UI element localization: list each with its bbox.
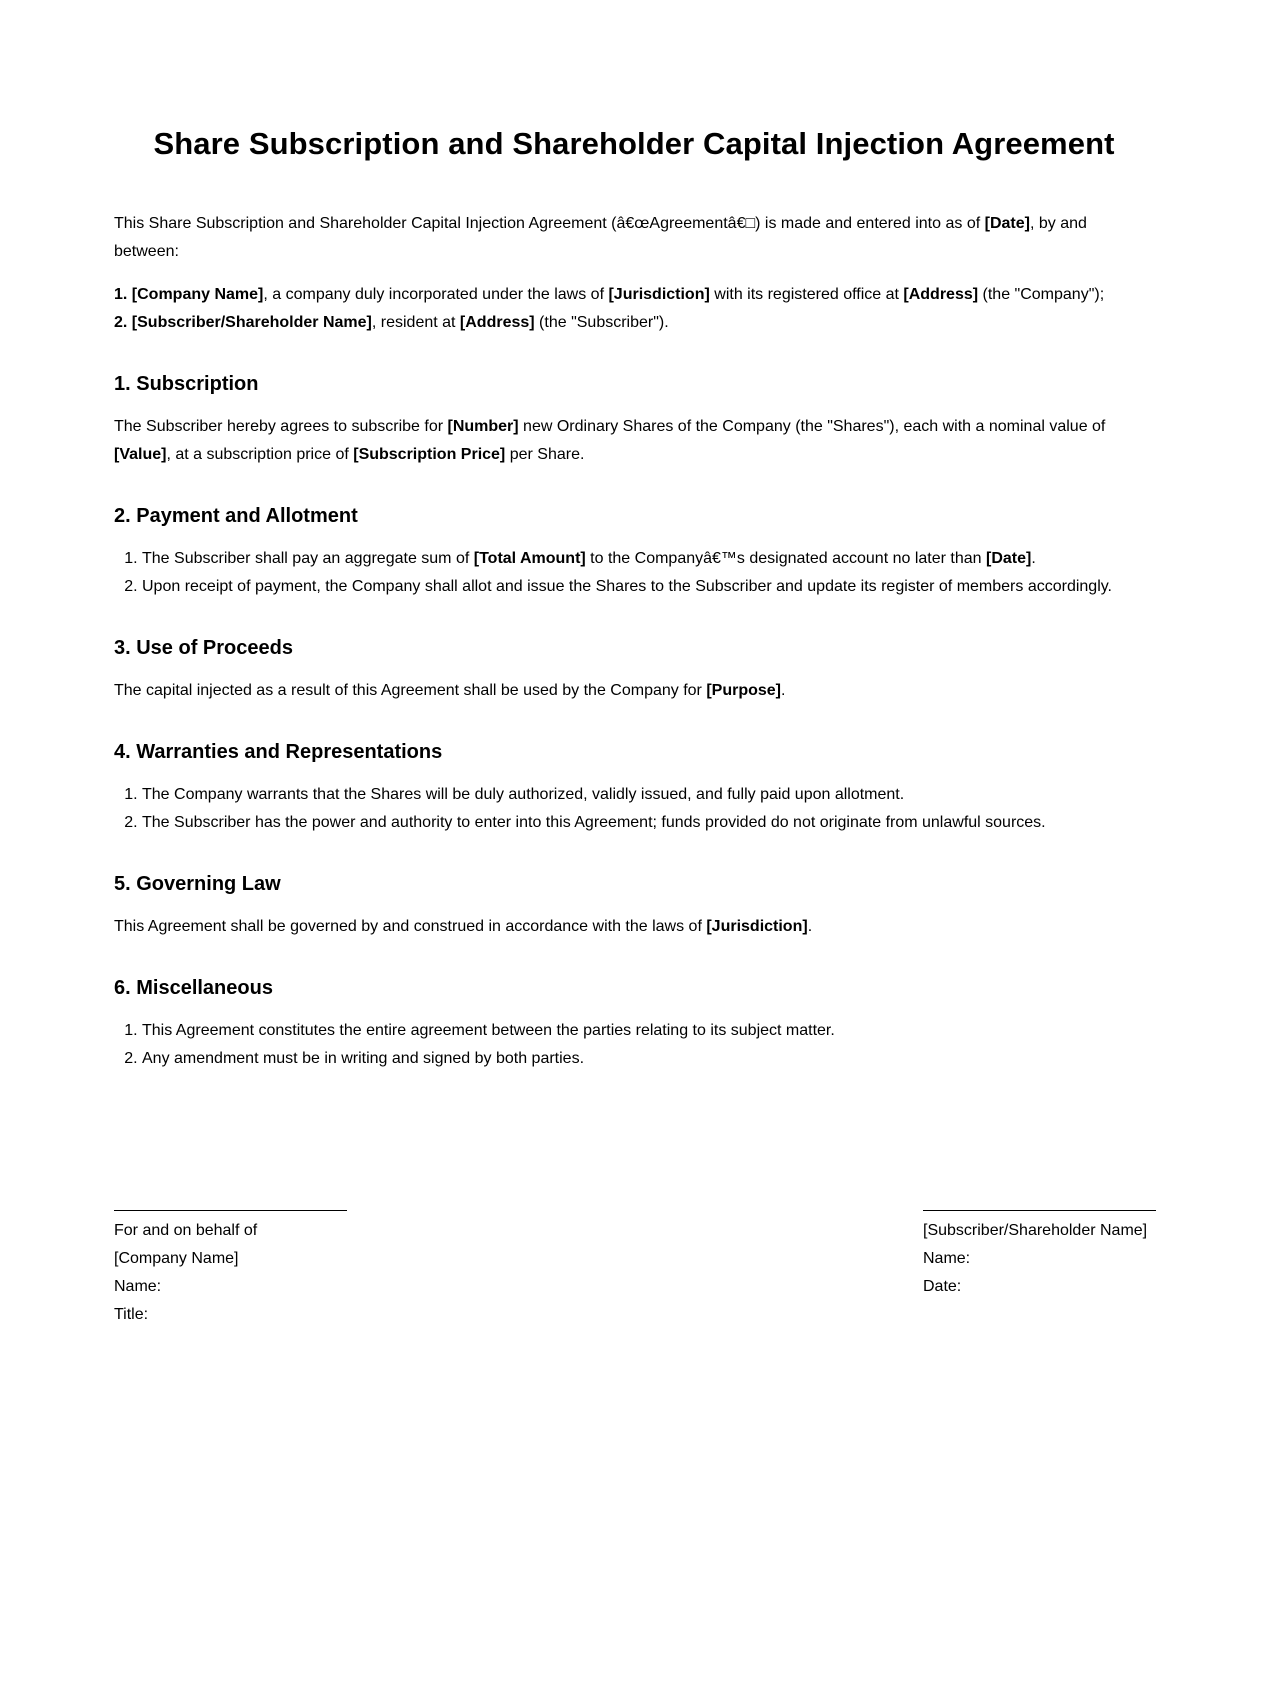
signature-title-label: Title:: [114, 1306, 149, 1323]
signature-line: [114, 1210, 347, 1211]
jurisdiction-placeholder: [Jurisdiction]: [706, 918, 808, 935]
party-text: (the "Company");: [978, 286, 1105, 303]
paragraph-text: The capital injected as a result of this Agreement shall be used by the Company for: [114, 682, 707, 699]
jurisdiction-placeholder: [Jurisdiction]: [608, 286, 710, 303]
document-title: Share Subscription and Shareholder Capital Injection Agreement: [153, 126, 1115, 161]
section-paragraph: [114, 677, 1154, 705]
party-text: (the "Subscriber").: [534, 314, 669, 331]
address-placeholder: [Address]: [903, 286, 979, 303]
party-number: 2.: [114, 314, 128, 331]
value-placeholder: [Value]: [114, 446, 167, 463]
misc-list: [114, 1017, 1154, 1073]
paragraph-text: .: [807, 918, 813, 935]
list-item-text: to the Companyâ€™s designated account no later than: [585, 550, 986, 567]
section-paragraph: [114, 413, 1154, 469]
purpose-placeholder: [Purpose]: [706, 682, 781, 699]
payment-list: [114, 545, 1154, 601]
subscriber-signature-block: [923, 1210, 1163, 1301]
warranties-list: [114, 781, 1154, 837]
list-item-text: .: [1031, 550, 1036, 567]
section-paragraph: [114, 913, 1154, 941]
list-item: 2. Upon receipt of payment, the Company shall allot and issue the Shares to the Subscriber and update its register of members accordingly.: [142, 573, 1154, 601]
party-text: , a company duly incorporated under the laws of: [263, 286, 609, 303]
signature-text: For and on behalf of: [114, 1222, 258, 1239]
section-heading: 6. Miscellaneous: [114, 977, 273, 999]
paragraph-text: per Share.: [505, 446, 585, 463]
address-placeholder: [Address]: [459, 314, 535, 331]
section-heading: 5. Governing Law: [114, 873, 281, 895]
parties-list: [114, 281, 1154, 337]
section-subscription: [114, 370, 1154, 469]
signature-date-label: Date:: [923, 1278, 962, 1295]
paragraph-text: new Ordinary Shares of the Company (the "Shares"), each with a nominal value of: [518, 418, 1106, 435]
subscriber-name-placeholder: [Subscriber/Shareholder Name]: [131, 314, 372, 331]
signature-name-label: Name:: [114, 1278, 162, 1295]
party-text: , resident at: [371, 314, 460, 331]
intro-date-placeholder: [Date]: [984, 215, 1030, 232]
company-name-placeholder: [Company Name]: [131, 286, 264, 303]
party-number: 1.: [114, 286, 128, 303]
intro-text-end: , by and between:: [114, 215, 1087, 260]
party-subscriber: [114, 309, 1154, 337]
total-amount-placeholder: [Total Amount]: [473, 550, 586, 567]
document-body: [114, 120, 1154, 1073]
list-item: 2. The Subscriber has the power and authority to enter into this Agreement; funds provided do not originate from unlawful sources.: [142, 809, 1154, 837]
section-payment: [114, 502, 1154, 601]
section-heading: 2. Payment and Allotment: [114, 505, 358, 527]
party-text: with its registered office at: [709, 286, 904, 303]
section-miscellaneous: [114, 974, 1154, 1073]
list-item: 1. This Agreement constitutes the entire agreement between the parties relating to its subject matter.: [142, 1017, 1154, 1045]
paragraph-text: , at a subscription price of: [166, 446, 354, 463]
price-placeholder: [Subscription Price]: [353, 446, 506, 463]
list-item: 1. The Company warrants that the Shares will be duly authorized, validly issued, and fully paid upon allotment.: [142, 781, 1154, 809]
intro-text: This Share Subscription and Shareholder Capital Injection Agreement (â€œAgreementâ€□) is made and entered into as of: [114, 215, 985, 232]
date-placeholder: [Date]: [985, 550, 1032, 567]
section-heading: 4. Warranties and Representations: [114, 741, 443, 763]
number-placeholder: [Number]: [447, 418, 519, 435]
signature-area: [114, 1210, 1156, 1323]
paragraph-text: This Agreement shall be governed by and construed in accordance with the laws of: [114, 918, 707, 935]
list-item-text: The Subscriber shall pay an aggregate sum of: [142, 550, 474, 567]
signature-line: [923, 1210, 1156, 1211]
paragraph-text: .: [781, 682, 786, 699]
section-heading: 3. Use of Proceeds: [114, 637, 293, 659]
signature-name-label: Name:: [923, 1250, 971, 1267]
section-warranties: [114, 738, 1154, 837]
party-company: [114, 281, 1154, 309]
section-heading: 1. Subscription: [114, 373, 259, 395]
list-item: [142, 545, 1154, 573]
paragraph-text: The Subscriber hereby agrees to subscribe for: [114, 418, 448, 435]
signature-company-name: [Company Name]: [114, 1250, 239, 1267]
intro-paragraph: [114, 210, 1154, 266]
signature-subscriber-name: [Subscriber/Shareholder Name]: [923, 1222, 1148, 1239]
company-signature-block: [114, 1210, 354, 1329]
section-governing-law: [114, 870, 1154, 941]
section-proceeds: [114, 634, 1154, 705]
list-item: 2. Any amendment must be in writing and signed by both parties.: [142, 1045, 1154, 1073]
